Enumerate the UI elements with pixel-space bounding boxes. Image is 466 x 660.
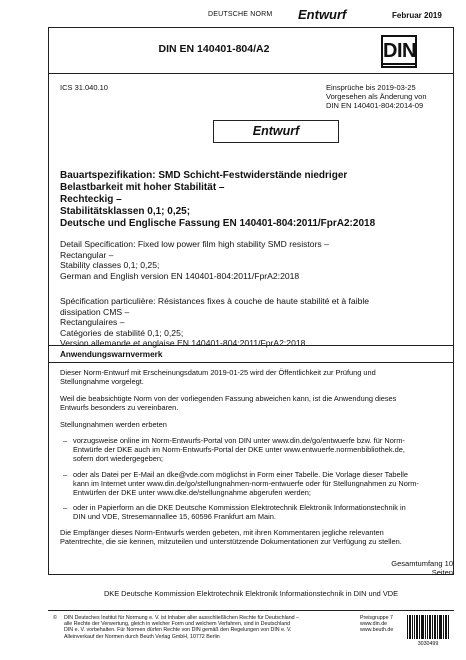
title-german-line: Stabilitätsklassen 0,1; 0,25;: [60, 206, 191, 217]
title-french-line: Catégories de stabilité 0,1; 0,25;: [60, 327, 184, 338]
document-frame: [48, 27, 454, 575]
list-item-line: oder als Datei per E-Mail an dke@vde.com möglichst in Form einer Tabelle. Die Vorlage dieser Tabelle: [73, 470, 409, 479]
barcode-number: 3030499: [417, 641, 439, 647]
list-item-line: kann im Internet unter www.din.de/go/stellungnahmen-norm-entwuerfe oder für Stellungnahmen zu Norm-: [73, 479, 419, 489]
notice-paragraph: [60, 394, 452, 412]
title-english-line: Stability classes 0,1; 0,25;: [60, 260, 160, 270]
copyright-symbol: ©: [53, 615, 57, 621]
list-item-line: Entwürfe der DKE auch im Norm-Entwurfs-Portal der DKE unter www.entwuerfe.normenbibliothek.de,: [73, 445, 405, 455]
barcode-icon: [406, 615, 450, 640]
notice-line: Entwurfs besonders zu vereinbaren.: [60, 403, 179, 413]
title-german-line: Belastbarkeit mit hoher Stabilität –: [60, 182, 225, 193]
list-item-line: Entwürfen der DKE unter www.dke.de/stellungnahme abgerufen werden;: [73, 488, 311, 498]
notice-paragraph: [60, 528, 452, 546]
title-german-line: Bauartspezifikation: SMD Schicht-Festwiderstände niedriger: [60, 170, 348, 181]
notice-line: Patentrechte, die sie kennen, mitzuteilen und unterstützende Dokumentationen zur Verfügung zu stellen.: [60, 537, 402, 547]
list-dash: –: [63, 470, 68, 479]
din-logo: [381, 35, 417, 68]
title-french-line: dissipation CMS –: [60, 306, 130, 317]
objections-line: Einsprüche bis 2019-03-25: [326, 83, 416, 92]
draft-label: Entwurf: [298, 7, 347, 22]
legal-line: DIN Deutsches Institut für Normung e. V. ist Inhaber aller ausschließlichen Rechte für Deutschland –: [64, 615, 300, 621]
divider: [49, 362, 453, 363]
list-item-line: oder in Papierform an die DKE Deutsche Kommission Elektrotechnik Elektronik Informationstechnik in: [73, 503, 406, 512]
top-header: [0, 7, 466, 25]
title-german: [60, 170, 450, 230]
din-website: www.din.de: [360, 621, 388, 628]
title-french: [60, 296, 450, 349]
price-group: Preisgruppe 7: [360, 615, 393, 621]
title-english-line: Detail Specification: Fixed low power film high stability SMD resistors –: [60, 239, 329, 249]
notice-heading: Anwendungswarnvermerk: [60, 350, 163, 359]
norm-type-label: DEUTSCHE NORM: [208, 11, 273, 18]
notice-line: Die Empfänger dieses Norm-Entwurfs werden gebeten, mit ihren Kommentaren jegliche relevanten: [60, 528, 384, 537]
notice-paragraph: [60, 420, 452, 429]
document-number: DIN EN 140401-804/A2: [158, 43, 270, 55]
title-english-line: German and English version EN 140401-804:2011/FprA2:2018: [60, 270, 300, 281]
notice-line: Stellungnahme vorgelegt.: [60, 377, 144, 387]
notice-line: Dieser Norm-Entwurf mit Erscheinungsdatum 2019-01-25 wird der Öffentlichkeit zur Prüfung und: [60, 368, 376, 377]
legal-line: Alleinverkauf der Normen durch Beuth Verlag GmbH, 10772 Berlin: [64, 633, 220, 640]
list-item-line: DIN und VDE, Stresemannallee 15, 60596 Frankfurt am Main.: [73, 512, 276, 522]
din-logo-text: DIN: [383, 40, 416, 62]
title-french-line: Spécification particulière: Résistances fixes à couche de haute stabilité et à faible: [60, 296, 370, 306]
din-logo-bar: [383, 63, 415, 65]
list-item-line: sofern dort wiedergegeben;: [73, 454, 163, 464]
list-dash: –: [63, 436, 68, 445]
dke-line: DKE Deutsche Kommission Elektrotechnik Elektronik Informationstechnik in DIN und VDE: [103, 589, 399, 598]
total-pages: Gesamtumfang 10 Seiten: [391, 559, 453, 577]
title-english: [60, 239, 450, 281]
title-english-line: Rectangular –: [60, 249, 114, 260]
notice-line: Stellungnahmen werden erbeten: [60, 420, 167, 429]
objections-block: [326, 83, 427, 110]
footer: [48, 610, 454, 648]
title-french-line: Version allemande et anglaise EN 140401-804:2011/FprA2:2018: [60, 338, 306, 348]
title-row: [49, 28, 453, 74]
draft-box: Entwurf: [213, 120, 339, 143]
beuth-website: www.beuth.de: [360, 627, 394, 634]
publication-date: Februar 2019: [392, 11, 442, 20]
ics-code: ICS 31.040.10: [60, 83, 108, 92]
barcode: [406, 615, 450, 647]
objections-line: Vorgesehen als Änderung von: [326, 92, 427, 101]
legal-line: DIN e. V. vorbehalten. Für Normen dürfen Rechte von DIN gemäß den Regelungen von DIN e. V.: [64, 627, 292, 634]
list-item-line: vorzugsweise online im Norm-Entwurfs-Portal von DIN unter www.din.de/go/entwuerfe bzw. für Norm-: [73, 436, 405, 445]
footer-price: [360, 615, 400, 634]
divider: [49, 345, 453, 346]
legal-line: alle Rechte der Verwertung, gleich in welcher Form und welchem Verfahren, sind in Deutschland: [64, 621, 291, 628]
objections-line: DIN EN 140401-804:2014-09: [326, 101, 424, 110]
title-german-line: Deutsche und Englische Fassung EN 140401-804:2011/FprA2:2018: [60, 218, 376, 229]
title-german-line: Rechteckig –: [60, 194, 122, 205]
notice-line: Weil die beabsichtigte Norm von der vorliegenden Fassung abweichen kann, ist die Anwendung dieses: [60, 394, 397, 403]
notice-paragraph: [60, 368, 452, 386]
title-french-line: Rectangulaires –: [60, 317, 125, 327]
list-dash: –: [63, 503, 68, 512]
